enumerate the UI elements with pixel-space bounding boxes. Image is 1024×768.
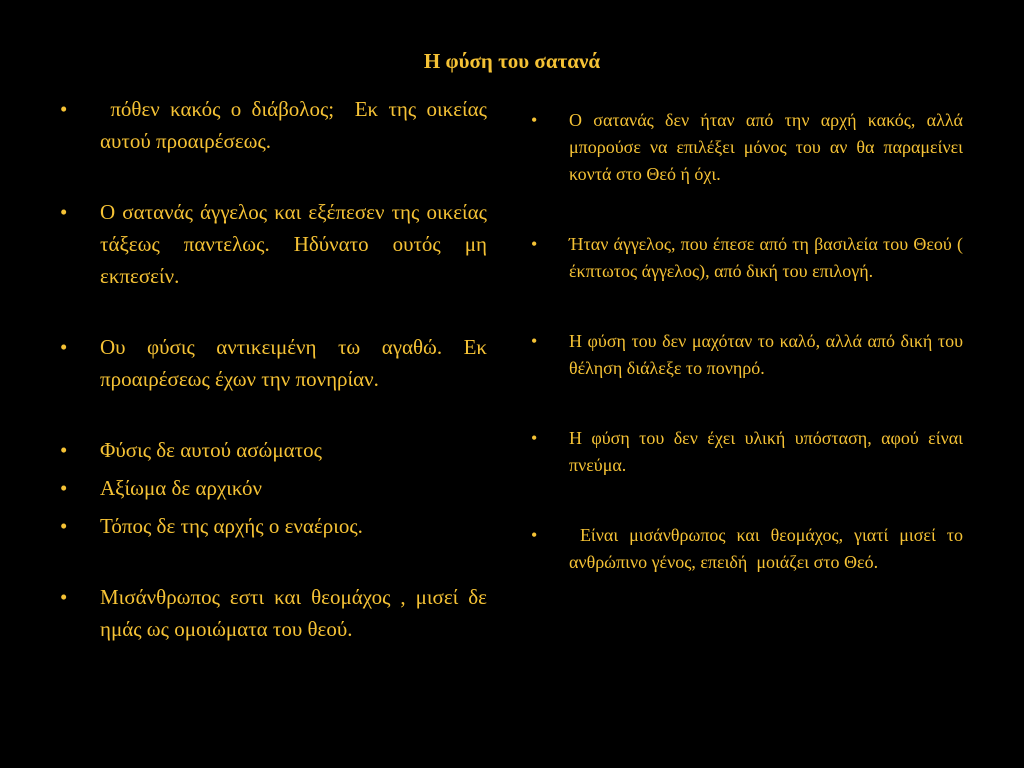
list-item [531, 107, 963, 188]
list-item [531, 425, 963, 479]
list-item [60, 472, 487, 504]
right-bullet-list [531, 107, 968, 576]
bullet-icon: • [531, 234, 538, 254]
list-item [60, 331, 487, 395]
bullet-icon: • [531, 525, 538, 545]
left-bullet-list [60, 93, 493, 645]
bullet-icon: • [60, 585, 68, 609]
bullet-icon: • [60, 514, 68, 538]
list-item [60, 93, 493, 157]
list-item-text: Η φύση του δεν έχει υλική υπόσταση, αφού είναι πνεύμα. [569, 428, 963, 475]
slide-title: Η φύση του σατανά [423, 49, 601, 73]
bullet-icon: • [531, 331, 538, 351]
list-item-text: Ο σατανάς άγγελος και εξέπεσεν της οικείας τάξεως παντελως. Ηδύνατο ουτός μη εκπεσείν. [100, 200, 487, 288]
list-item [531, 522, 968, 576]
list-item [60, 196, 487, 292]
bullet-icon: • [60, 97, 68, 121]
bullet-icon: • [531, 110, 538, 130]
list-item [531, 231, 963, 285]
list-item-text: Η φύση του δεν μαχόταν το καλό, αλλά από δική του θέληση διάλεξε το πονηρό. [569, 331, 963, 378]
list-item-text: Αξίωμα δε αρχικόν [100, 476, 263, 500]
list-item-text: Φύσις δε αυτού ασώματος [100, 438, 322, 462]
list-item-text: πόθεν κακός ο διάβολος; Εκ της οικείας αυτού προαιρέσεως. [100, 97, 493, 153]
list-item [531, 328, 963, 382]
bullet-icon: • [60, 438, 68, 462]
bullet-icon: • [60, 335, 68, 359]
list-item-text: Είναι μισάνθρωπος και θεομάχος, γιατί μισεί το ανθρώπινο γένος, επειδή μοιάζει στο Θεό. [569, 525, 968, 572]
list-item-text: Ου φύσις αντικειμένη τω αγαθώ. Εκ προαιρέσεως έχων την πονηρίαν. [100, 335, 487, 391]
list-item-text: Ο σατανάς δεν ήταν από την αρχή κακός, αλλά μπορούσε να επιλέξει μόνος του αν θα παραμείνει κοντά στο Θεό ή όχι. [569, 110, 963, 184]
bullet-icon: • [60, 476, 68, 500]
list-item-text: Τόπος δε της αρχής ο εναέριος. [100, 514, 363, 538]
list-item [60, 510, 487, 542]
bullet-icon: • [60, 200, 68, 224]
list-item [60, 434, 487, 466]
list-item-text: Ήταν άγγελος, που έπεσε από τη βασιλεία του Θεού ( έκπτωτος άγγελος), από δική του επιλογή. [569, 234, 963, 281]
list-item-text: Μισάνθρωπος εστι και θεομάχος , μισεί δε ημάς ως ομοιώματα του θεού. [100, 585, 487, 641]
bullet-icon: • [531, 428, 538, 448]
list-item [60, 581, 487, 645]
